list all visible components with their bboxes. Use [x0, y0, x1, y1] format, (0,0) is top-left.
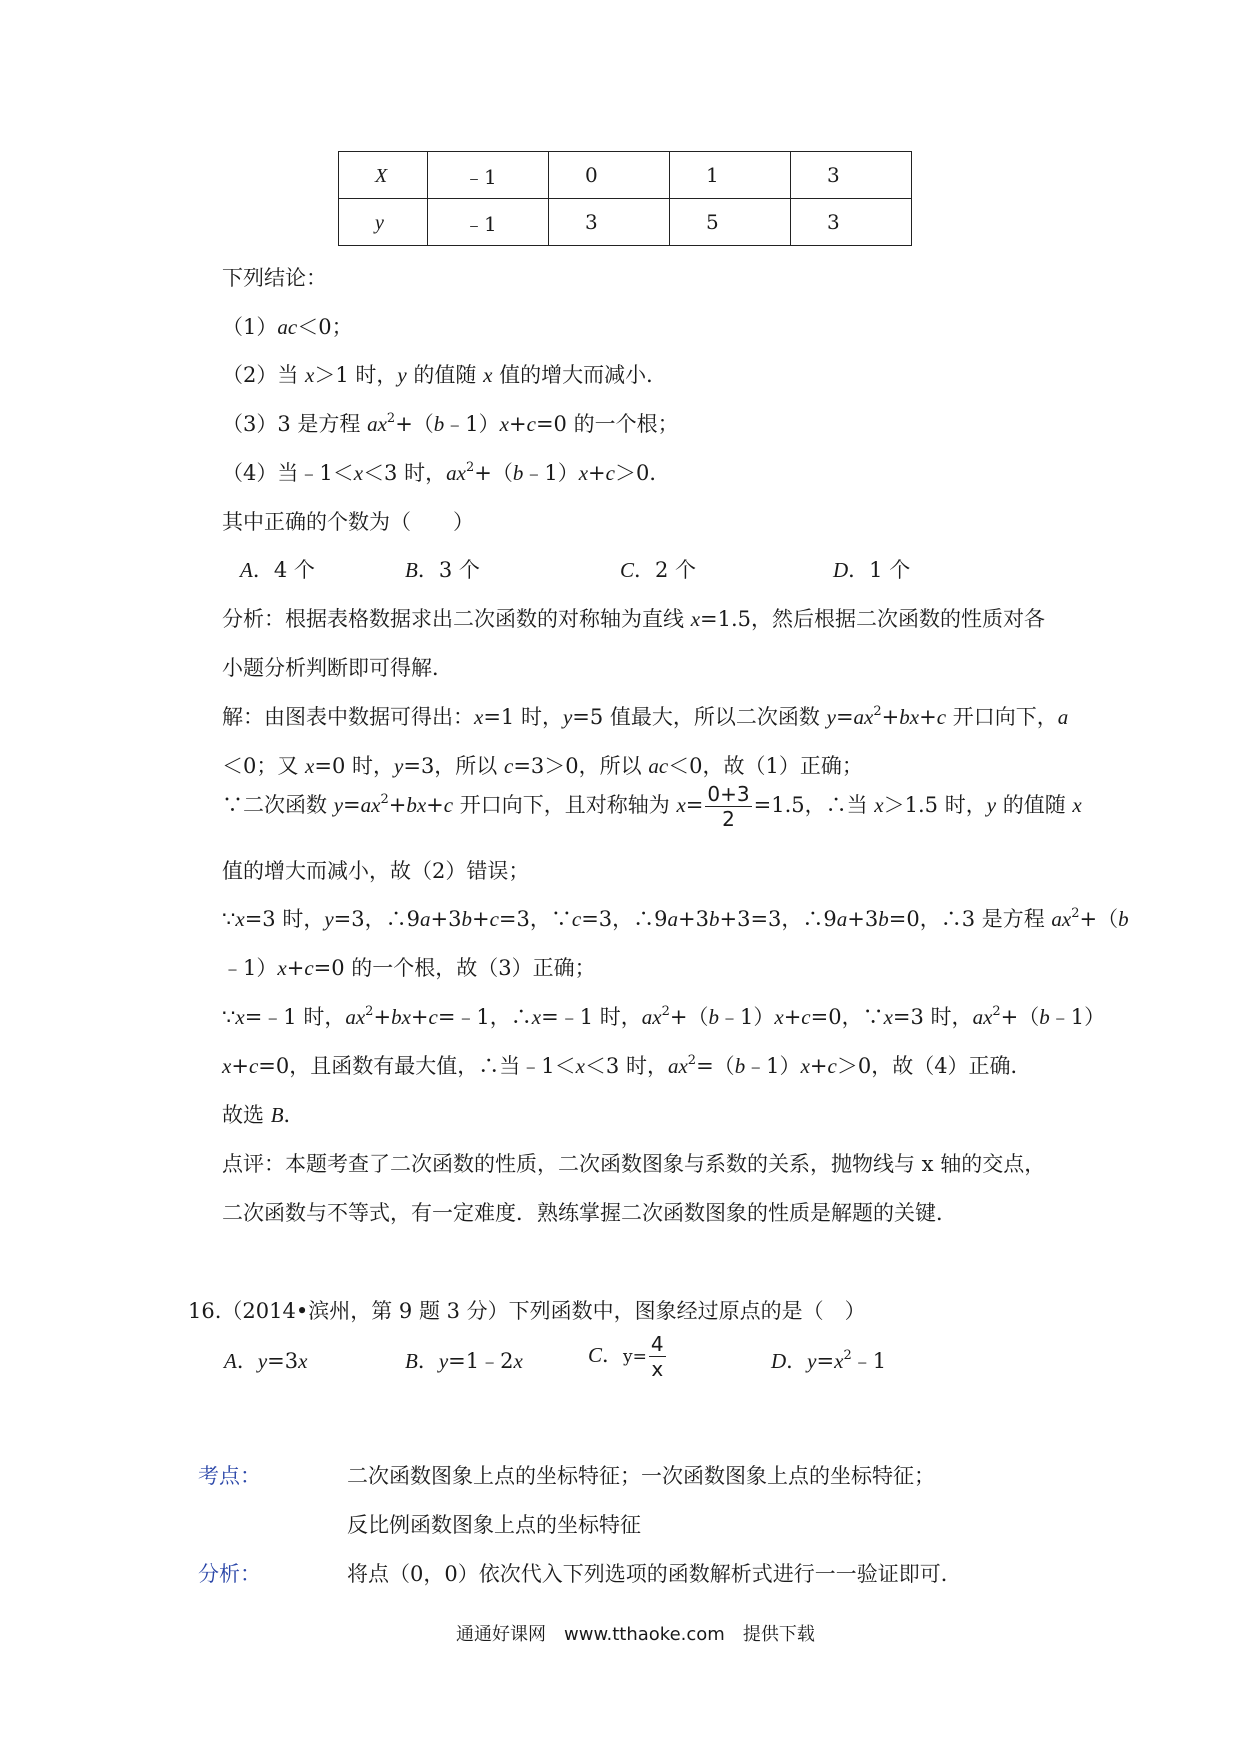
answer-choice: 故选 B． — [222, 1103, 305, 1127]
table-cell: 1 — [670, 152, 791, 199]
knowledge-line1: 二次函数图象上点的坐标特征；一次函数图象上点的坐标特征； — [347, 1464, 935, 1488]
q16-stem: 16.（2014•滨州，第 9 题 3 分）下列函数中，图象经过原点的是（ ） — [188, 1299, 866, 1323]
table-cell: 3 — [549, 199, 670, 246]
conclusion-1: （1）ac＜0； — [222, 315, 353, 339]
table-header-x: X — [339, 152, 428, 199]
knowledge-line2: 反比例函数图象上点的坐标特征 — [347, 1513, 641, 1537]
comment-line1: 点评：本题考查了二次函数的性质，二次函数图象与系数的关系，抛物线与 x 轴的交点， — [222, 1152, 1046, 1176]
q16-option-c: C．y= $\frac{4}{x}$ — [588, 1332, 664, 1381]
solution-line6: ﹣1）x+c=0 的一个根，故（3）正确； — [222, 956, 596, 980]
knowledge-label: 考点： — [198, 1464, 261, 1488]
comment-line2: 二次函数与不等式，有一定难度．熟练掌握二次函数图象的性质是解题的关键． — [222, 1201, 957, 1225]
q16-option-a: A．y=3x — [224, 1349, 308, 1373]
fraction: $\frac{4}{x}$ — [650, 1332, 664, 1381]
conclusion-3: （3）3 是方程 $ax^2+(b﹣1)x+c=0$ 的一个根； — [222, 411, 679, 436]
conclusion-2: （2）当 x＞1 时，y 的值随 x 值的增大而减小． — [222, 363, 668, 387]
q16-analysis-text: 将点（0，0）依次代入下列选项的函数解析式进行一一验证即可． — [347, 1562, 962, 1586]
analysis-line1: 分析：根据表格数据求出二次函数的对称轴为直线 x=1.5，然后根据二次函数的性质对各 — [222, 607, 1046, 631]
table-cell: 5 — [670, 199, 791, 246]
table-row — [339, 199, 912, 246]
solution-line3: ∵二次函数 $y=ax^2+bx+c$ 开口向下，且对称轴为 x= $\frac{0+3}{2}$ =1.5，∴当 x＞1.5 时，y 的值随 x — [222, 782, 1082, 831]
option-c: C．2 个 — [620, 558, 697, 582]
solution-line1: 解：由图表中数据可得出：x=1 时，y=5 值最大，所以二次函数 $y=ax^2+bx+c$ 开口向下，a — [222, 704, 1069, 729]
data-table — [338, 151, 912, 246]
solution-line8: x+c=0，且函数有最大值，∴当﹣1＜x＜3 时，$ax^2=(b﹣1)x+c>0$，故（4）正确． — [222, 1053, 1032, 1078]
conclusions-title: 下列结论： — [222, 266, 327, 290]
table-cell: 3 — [791, 199, 912, 246]
solution-line5: ∵x=3 时，y=3，∴9a+3b+c=3，∵c=3，∴9a+3b+3=3，∴9a+3b=0，∴3 是方程 $ax^2+(b$ — [222, 906, 1129, 931]
option-b: B．3 个 — [405, 558, 480, 582]
conclusion-4: （4）当﹣1＜x＜3 时，$ax^2+(b﹣1)x+c>0$． — [222, 460, 671, 485]
table-cell: ﹣1 — [428, 152, 549, 199]
q16-option-b: B．y=1﹣2x — [405, 1349, 523, 1373]
count-question: 其中正确的个数为（ ） — [222, 510, 474, 534]
q16-option-d: D．$y=x^2﹣1$ — [771, 1348, 887, 1373]
analysis-line2: 小题分析判断即可得解． — [222, 656, 453, 680]
table-row — [339, 152, 912, 199]
option-a: A．4 个 — [240, 558, 315, 582]
solution-line7: ∵x=﹣1 时，$ax^2+bx+c=﹣1$，∴x=﹣1 时，$ax^2+(b﹣1)x+c=0$，∵x=3 时，$ax^2+(b﹣1)$ — [222, 1004, 1106, 1029]
table-cell: ﹣1 — [428, 199, 549, 246]
q16-analysis-label: 分析： — [198, 1562, 261, 1586]
table-header-y: y — [339, 199, 428, 246]
solution-line2: ＜0；又 x=0 时，y=3，所以 c=3＞0，所以 ac＜0，故（1）正确； — [222, 754, 863, 778]
table-cell: 3 — [791, 152, 912, 199]
table-cell: 0 — [549, 152, 670, 199]
solution-line4: 值的增大而减小，故（2）错误； — [222, 859, 530, 883]
fraction: $\frac{0+3}{2}$ — [707, 782, 750, 831]
option-d: D．1 个 — [833, 558, 911, 582]
page-footer: 通通好课网 www.tthaoke.com 提供下载 — [456, 1624, 815, 1645]
